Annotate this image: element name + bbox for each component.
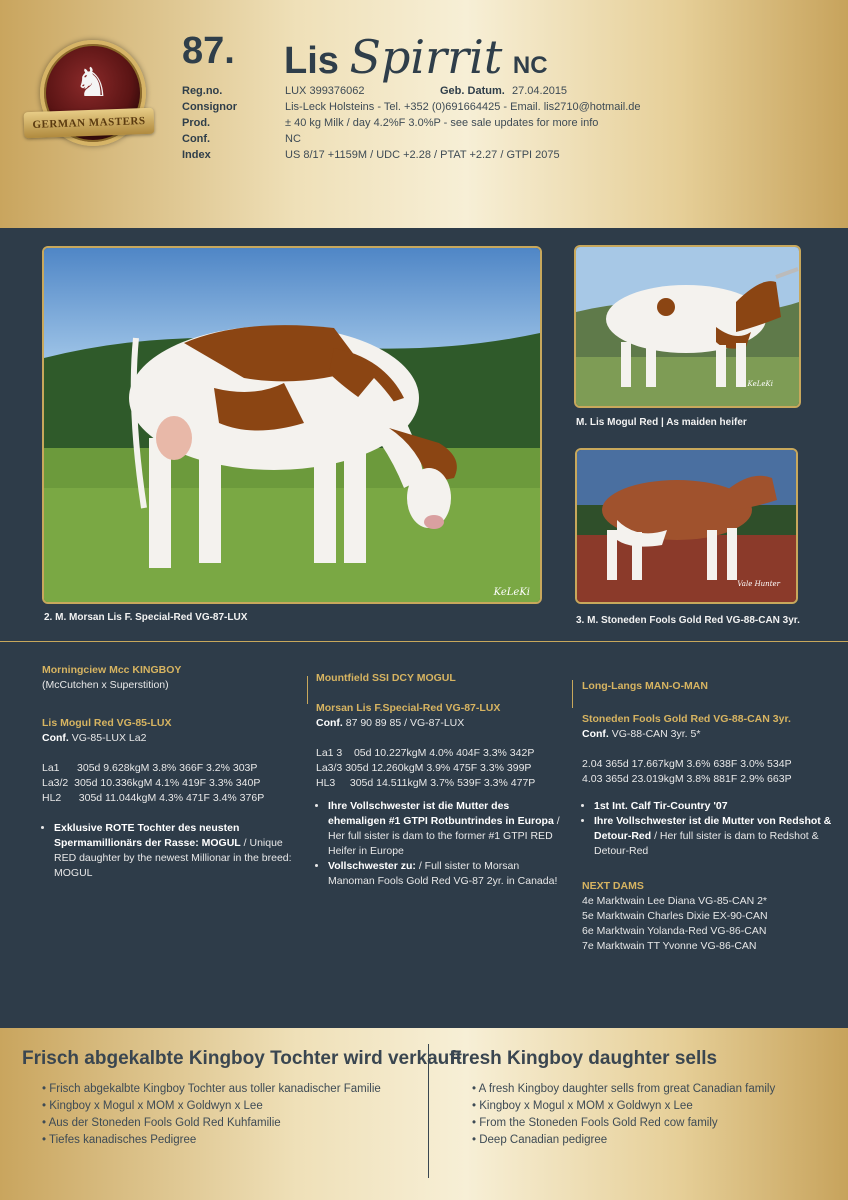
dam-highlight-bold: Exklusive ROTE Tochter des neusten Spermamillionärs der Rasse: MOGUL xyxy=(54,822,241,849)
sire-name: Morningciew Mcc KINGBOY xyxy=(42,664,182,676)
column-connector xyxy=(307,676,308,704)
lot-number: 87. xyxy=(182,30,235,72)
conf-label: Conf. xyxy=(182,133,211,145)
great-granddam-highlight xyxy=(594,799,844,814)
great-granddam-highlight-bold: 1st Int. Calf Tir-Country '07 xyxy=(594,800,728,812)
granddam-name: Morsan Lis F.Special-Red VG-87-LUX xyxy=(316,702,501,714)
footer-title-english: Fresh Kingboy daughter sells xyxy=(450,1048,718,1069)
great-granddam-conf-label: Conf. xyxy=(582,728,609,740)
dam-name: Lis Mogul Red VG-85-LUX xyxy=(42,717,172,729)
footer-list-item: • Tiefes kanadisches Pedigree xyxy=(42,1132,381,1149)
footer-title-german: Frisch abgekalbte Kingboy Tochter wird verkauft xyxy=(22,1048,462,1069)
granddam-highlight-bold: Ihre Vollschwester ist die Mutter des ehemaligen #1 GTPI Rotbuntrindes in Europa xyxy=(328,800,554,827)
section-divider xyxy=(0,641,848,642)
lot-name xyxy=(284,30,548,84)
lactation-record: La1 3 05d 10.227kgM 4.0% 404F 3.3% 342P xyxy=(316,747,535,759)
lot-name-prefix: Lis xyxy=(284,40,339,82)
top-right-cow-photo xyxy=(574,245,801,408)
bottom-right-cow-photo xyxy=(575,448,798,604)
top-right-photo-caption: M. Lis Mogul Red | As maiden heifer xyxy=(576,417,747,428)
granddam-highlight-text: / Her full sister is dam to the former #1 GTPI RED Heifer in Europe xyxy=(328,815,560,857)
great-granddam-name: Stoneden Fools Gold Red VG-88-CAN 3yr. xyxy=(582,713,791,725)
bottom-right-photo-caption: 3. M. Stoneden Fools Gold Red VG-88-CAN 3yr. xyxy=(576,615,800,626)
logo-banner: GERMAN MASTERS xyxy=(24,108,155,139)
dam-conf-value: VG-85-LUX La2 xyxy=(71,732,147,744)
granddam-highlight xyxy=(328,859,566,889)
birth-label: Geb. Datum. xyxy=(440,85,505,97)
lactation-record: La3/2 305d 10.336kgM 4.1% 419F 3.3% 340P xyxy=(42,777,261,789)
footer-list-item: • A fresh Kingboy daughter sells from great Canadian family xyxy=(472,1081,775,1098)
footer-list-item: • Kingboy x Mogul x MOM x Goldwyn x Lee xyxy=(472,1098,775,1115)
lactation-record: 2.04 365d 17.667kgM 3.6% 638F 3.0% 534P xyxy=(582,758,792,770)
index-value: US 8/17 +1159M / UDC +2.28 / PTAT +2.27 / GTPI 2075 xyxy=(285,149,560,161)
next-dam-item: 4e Marktwain Lee Diana VG-85-CAN 2* xyxy=(582,895,768,907)
next-dam-item: 7e Marktwain TT Yvonne VG-86-CAN xyxy=(582,940,757,952)
granddam-highlight-bold: Vollschwester zu: xyxy=(328,860,416,872)
lot-name-script: Spirrit xyxy=(349,30,503,84)
prod-label: Prod. xyxy=(182,117,211,129)
lactation-record: La1 305d 9.628kgM 3.8% 366F 3.2% 303P xyxy=(42,762,258,774)
pedigree-column-dam xyxy=(316,671,566,889)
lactation-record: HL2 305d 11.044kgM 4.3% 471F 3.4% 376P xyxy=(42,792,265,804)
great-granddam-conf-value: VG-88-CAN 3yr. 5* xyxy=(611,728,701,740)
photo-watermark: KeLeKi xyxy=(493,587,530,598)
sire-parentage: (McCutchen x Superstition) xyxy=(42,679,169,691)
great-granddam-highlight xyxy=(594,814,844,859)
main-cow-image xyxy=(44,248,540,602)
footer-list-item: • Kingboy x Mogul x MOM x Goldwyn x Lee xyxy=(42,1098,381,1115)
column-connector xyxy=(572,680,573,708)
birth-value: 27.04.2015 xyxy=(512,85,568,97)
photo-watermark: Vale Hunter xyxy=(737,580,780,588)
lactation-record: HL3 305d 14.511kgM 3.7% 539F 3.3% 477P xyxy=(316,777,536,789)
main-cow-photo xyxy=(42,246,542,604)
calf-icon: ♞ xyxy=(74,61,110,105)
dam-sire-name: Mountfield SSI DCY MOGUL xyxy=(316,672,456,684)
german-masters-logo xyxy=(24,38,154,138)
next-dams-title: NEXT DAMS xyxy=(582,880,644,892)
photo-watermark: KeLeKi xyxy=(747,380,773,388)
consignor-label: Consignor xyxy=(182,101,237,113)
footer-list-item: • Aus der Stoneden Fools Gold Red Kuhfamilie xyxy=(42,1115,381,1132)
granddam-conf-label: Conf. xyxy=(316,717,343,729)
prod-value: ± 40 kg Milk / day 4.2%F 3.0%P - see sale updates for more info xyxy=(285,117,599,129)
pedigree-column-great-granddam xyxy=(582,679,844,954)
footer-list-item: • From the Stoneden Fools Gold Red cow family xyxy=(472,1115,775,1132)
granddam-highlight-text: / Full sister to Morsan Manoman Fools Gold Red VG-87 2yr. in Canada! xyxy=(328,860,558,887)
footer-list-item: • Deep Canadian pedigree xyxy=(472,1132,775,1149)
granddam-sire-name: Long-Langs MAN-O-MAN xyxy=(582,680,708,692)
regno-value: LUX 399376062 xyxy=(285,85,365,97)
footer-list-item: • Frisch abgekalbte Kingboy Tochter aus toller kanadischer Familie xyxy=(42,1081,381,1098)
regno-label: Reg.no. xyxy=(182,85,223,97)
pedigree-column-sire xyxy=(42,663,304,881)
footer-list-english xyxy=(472,1081,775,1149)
lot-name-suffix: NC xyxy=(512,52,548,79)
great-granddam-highlight-bold: Ihre Vollschwester ist die Mutter von Redshot & Detour-Red xyxy=(594,815,832,842)
next-dam-item: 5e Marktwain Charles Dixie EX-90-CAN xyxy=(582,910,768,922)
consignor-value: Lis-Leck Holsteins - Tel. +352 (0)691664425 - Email. lis2710@hotmail.de xyxy=(285,101,641,113)
granddam-conf-value: 87 90 89 85 / VG-87-LUX xyxy=(345,717,465,729)
great-granddam-highlight-text: / Her full sister is dam to Redshot & Detour-Red xyxy=(594,830,819,857)
granddam-highlight xyxy=(328,799,566,859)
main-photo-caption: 2. M. Morsan Lis F. Special-Red VG-87-LUX xyxy=(44,612,248,623)
index-label: Index xyxy=(182,149,211,161)
lactation-record: La3/3 305d 12.260kgM 3.9% 475F 3.3% 399P xyxy=(316,762,532,774)
dam-conf-label: Conf. xyxy=(42,732,69,744)
footer-list-german xyxy=(42,1081,381,1149)
dam-highlight-text: / Unique RED daughter by the newest Millionar in the breed: MOGUL xyxy=(54,837,292,879)
conf-value: NC xyxy=(285,133,301,145)
dam-highlight xyxy=(54,821,304,881)
lactation-record: 4.03 365d 23.019kgM 3.8% 881F 2.9% 663P xyxy=(582,773,792,785)
next-dam-item: 6e Marktwain Yolanda-Red VG-86-CAN xyxy=(582,925,767,937)
